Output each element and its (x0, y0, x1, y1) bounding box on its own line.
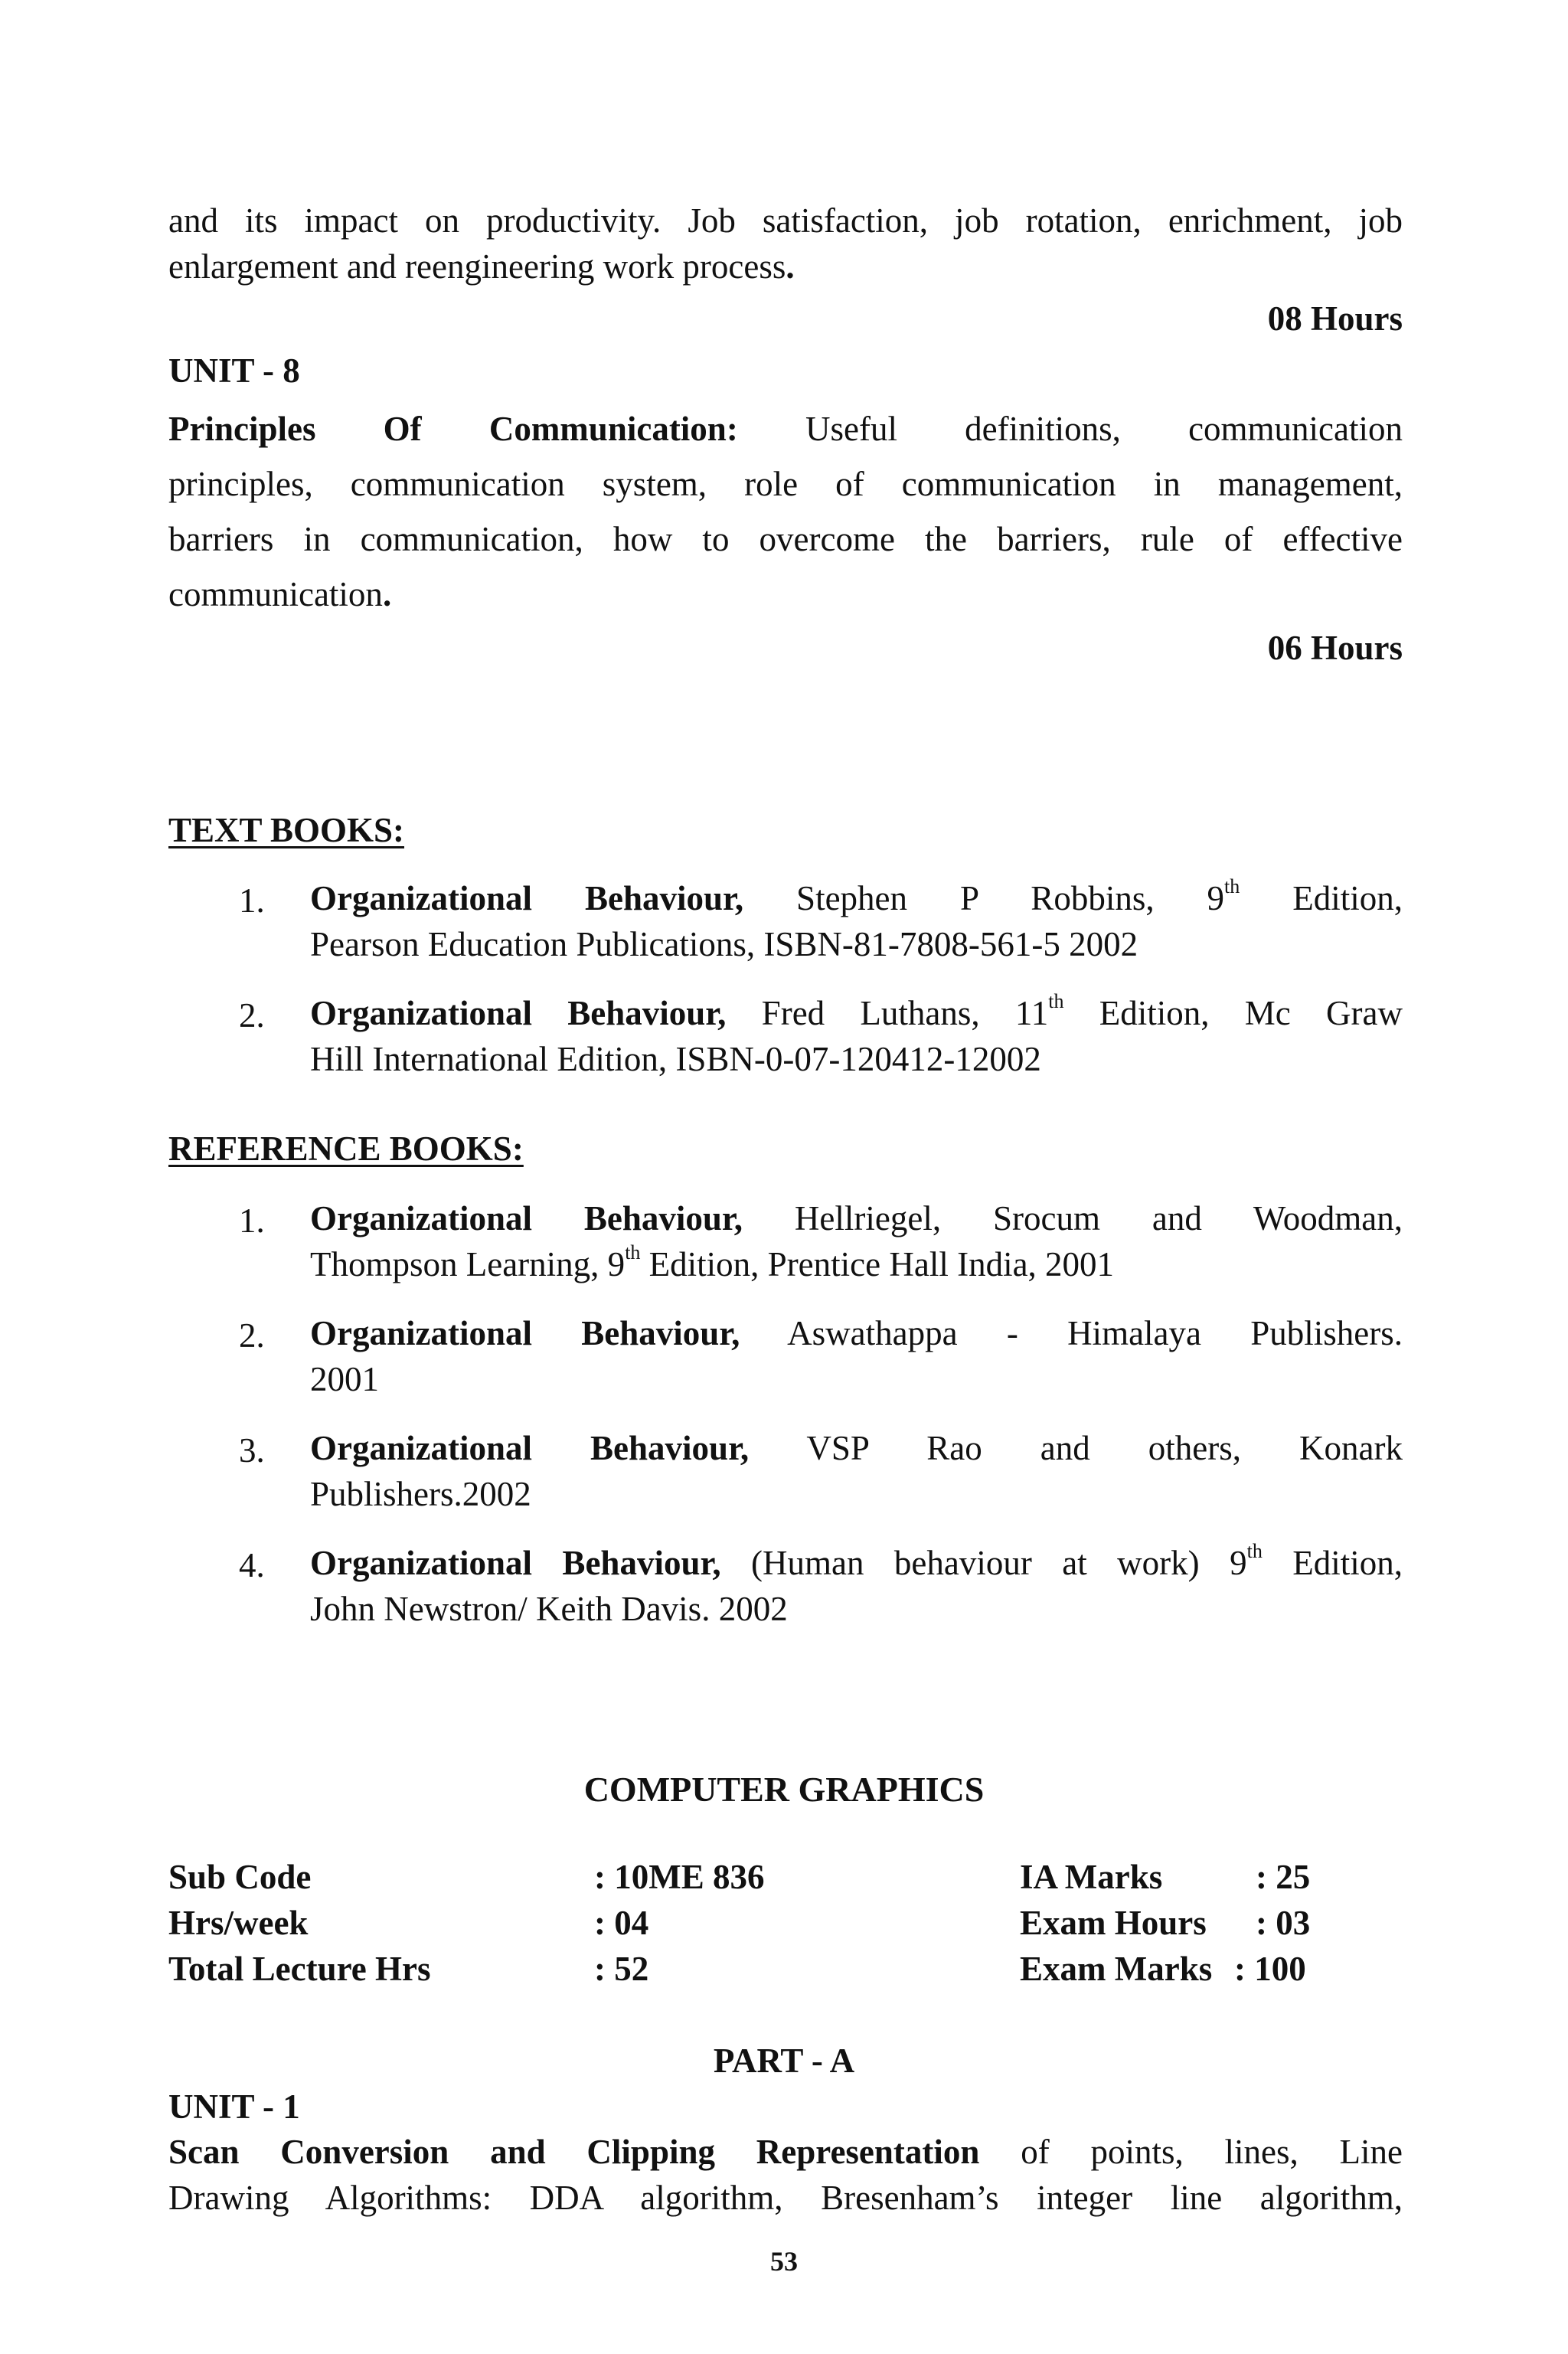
unit-heading: UNIT - 1 (168, 2088, 300, 2126)
list-number: 4. (239, 1546, 265, 1584)
exam-marks-value: : 100 (1234, 1950, 1306, 1988)
exam-marks-label: Exam Marks (1020, 1950, 1213, 1988)
sub-code-label: Sub Code (168, 1858, 312, 1896)
list-item: Organizational Behaviour, Hellriegel, Srocum and Woodman, (310, 1199, 1403, 1237)
list-item-line: Pearson Education Publications, ISBN-81-7808-561-5 2002 (310, 925, 1138, 963)
list-number: 3. (239, 1431, 265, 1470)
list-number: 2. (239, 1316, 265, 1355)
total-lecture-hrs-label: Total Lecture Hrs (168, 1950, 431, 1988)
section-title: Scan Conversion and Clipping Representation (168, 2133, 980, 2171)
list-number: 2. (239, 996, 265, 1035)
hrs-week-value: : 04 (594, 1904, 649, 1942)
hrs-week-label: Hrs/week (168, 1904, 309, 1942)
reference-books-heading: REFERENCE BOOKS: (168, 1130, 524, 1168)
hours-label: 06 Hours (1267, 629, 1403, 667)
ia-marks-label: IA Marks (1020, 1858, 1163, 1896)
paragraph-line: Scan Conversion and Clipping Representation of points, lines, Line (168, 2133, 1403, 2171)
paragraph-line: barriers in communication, how to overcome the barriers, rule of effective (168, 520, 1403, 558)
total-lecture-hrs-value: : 52 (594, 1950, 649, 1988)
list-item-line: John Newstron/ Keith Davis. 2002 (310, 1590, 788, 1628)
paragraph-line: principles, communication system, role of communication in management, (168, 465, 1403, 503)
sub-code-value: : 10ME 836 (594, 1858, 765, 1896)
list-number: 1. (239, 1202, 265, 1240)
list-item-line: 2001 (310, 1360, 379, 1398)
list-item: Organizational Behaviour, Stephen P Robbins, 9th Edition, (310, 875, 1403, 917)
hours-label: 08 Hours (1267, 299, 1403, 338)
list-item-line: Thompson Learning, 9th Edition, Prentice Hall India, 2001 (310, 1241, 1115, 1283)
page-number: 53 (770, 2246, 798, 2277)
list-item: Organizational Behaviour, Aswathappa - Himalaya Publishers. (310, 1314, 1403, 1352)
list-item: Organizational Behaviour, VSP Rao and others, Konark (310, 1429, 1403, 1467)
list-number: 1. (239, 881, 265, 920)
paragraph-line: enlargement and reengineering work process. (168, 247, 795, 286)
list-item: Organizational Behaviour, Fred Luthans, 11th Edition, Mc Graw (310, 990, 1403, 1032)
part-heading: PART - A (713, 2042, 855, 2080)
exam-hours-value: : 03 (1256, 1904, 1311, 1942)
list-item: Organizational Behaviour, (Human behaviour at work) 9th Edition, (310, 1540, 1403, 1582)
list-item-line: Publishers.2002 (310, 1475, 531, 1513)
list-item-line: Hill International Edition, ISBN-0-07-120412-12002 (310, 1040, 1041, 1078)
course-title: COMPUTER GRAPHICS (583, 1770, 985, 1809)
unit-heading: UNIT - 8 (168, 351, 300, 390)
section-title: Principles Of Communication: (168, 410, 738, 448)
text-books-heading: TEXT BOOKS: (168, 811, 405, 849)
exam-hours-label: Exam Hours (1020, 1904, 1207, 1942)
paragraph-line: Drawing Algorithms: DDA algorithm, Bresenham’s integer line algorithm, (168, 2179, 1403, 2217)
paragraph-line: Principles Of Communication: Useful definitions, communication (168, 410, 1403, 448)
paragraph-line: communication. (168, 575, 392, 613)
paragraph-line: and its impact on productivity. Job satisfaction, job rotation, enrichment, job (168, 201, 1403, 240)
ia-marks-value: : 25 (1256, 1858, 1311, 1896)
